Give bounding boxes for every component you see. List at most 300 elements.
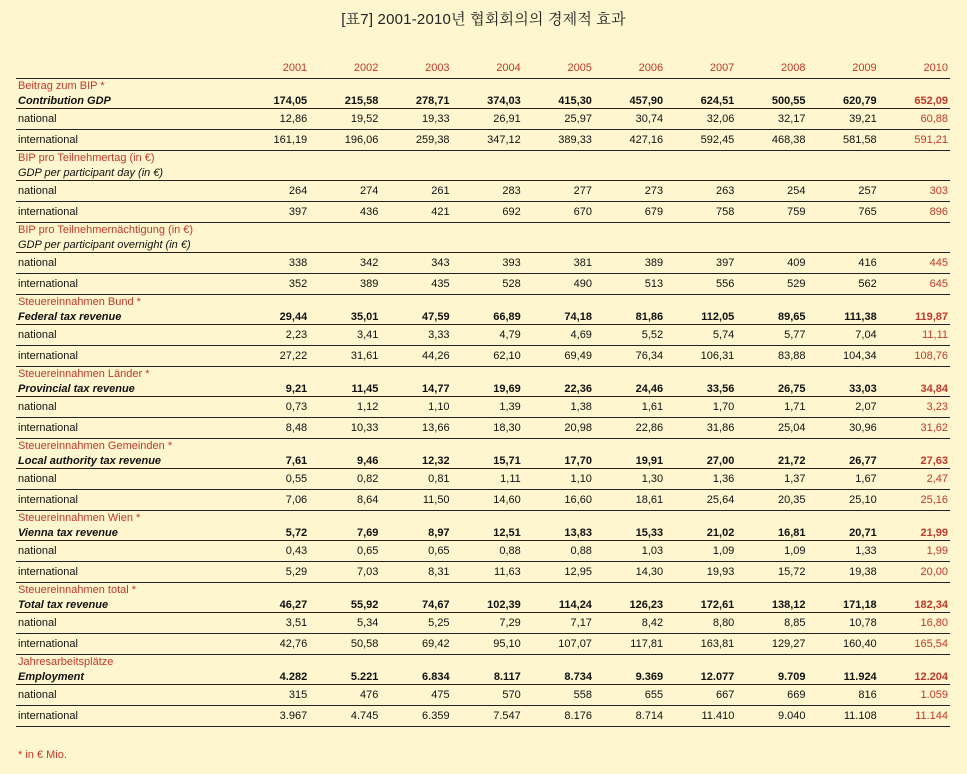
- value-cell: 259,38: [380, 130, 451, 151]
- section-title-en: Local authority tax revenue: [16, 453, 238, 469]
- total-cell: 16,81: [736, 525, 807, 541]
- total-cell: 9.709: [736, 669, 807, 685]
- value-cell: 6.359: [380, 706, 451, 727]
- value-cell: 0,82: [309, 469, 380, 490]
- total-cell: 13,83: [523, 525, 594, 541]
- section-title-de: Jahresarbeitsplätze: [18, 656, 114, 668]
- value-cell: 25,10: [808, 490, 879, 511]
- value-cell: 263: [665, 181, 736, 202]
- total-cell: [238, 165, 309, 181]
- total-cell: 138,12: [736, 597, 807, 613]
- value-cell: 31,86: [665, 418, 736, 439]
- total-cell: 8,97: [380, 525, 451, 541]
- value-cell: 670: [523, 202, 594, 223]
- section-header-row: [16, 223, 950, 238]
- value-cell: 765: [808, 202, 879, 223]
- total-cell: 15,71: [452, 453, 523, 469]
- value-cell: 1,30: [594, 469, 665, 490]
- header-blank: [16, 58, 238, 79]
- section-title-en: Total tax revenue: [16, 597, 238, 613]
- value-cell: 338: [238, 253, 309, 274]
- value-cell: 1,61: [594, 397, 665, 418]
- value-cell: 60,88: [879, 109, 950, 130]
- section-title-en: Contribution GDP: [16, 93, 238, 109]
- section-header-row: [16, 511, 950, 526]
- table-row: [16, 706, 950, 727]
- total-cell: [309, 237, 380, 253]
- value-cell: 25,64: [665, 490, 736, 511]
- total-cell: [594, 237, 665, 253]
- value-cell: 397: [238, 202, 309, 223]
- total-cell: [879, 237, 950, 253]
- value-cell: 9.040: [736, 706, 807, 727]
- value-cell: 165,54: [879, 634, 950, 655]
- total-cell: 21,99: [879, 525, 950, 541]
- section-total-row: [16, 669, 950, 685]
- section-total-row: [16, 597, 950, 613]
- value-cell: 12,86: [238, 109, 309, 130]
- value-cell: 11.108: [808, 706, 879, 727]
- value-cell: 562: [808, 274, 879, 295]
- value-cell: 352: [238, 274, 309, 295]
- value-cell: 25,04: [736, 418, 807, 439]
- value-cell: 76,34: [594, 346, 665, 367]
- value-cell: 816: [808, 685, 879, 706]
- row-label: international: [16, 130, 238, 151]
- total-cell: 12.204: [879, 669, 950, 685]
- value-cell: 31,62: [879, 418, 950, 439]
- year-header: 2009: [808, 58, 879, 79]
- value-cell: 7,06: [238, 490, 309, 511]
- value-cell: 347,12: [452, 130, 523, 151]
- total-cell: 74,18: [523, 309, 594, 325]
- value-cell: 3.967: [238, 706, 309, 727]
- value-cell: 315: [238, 685, 309, 706]
- table-row: [16, 397, 950, 418]
- total-cell: 7,69: [309, 525, 380, 541]
- table-row: [16, 613, 950, 634]
- value-cell: 1,09: [665, 541, 736, 562]
- value-cell: 19,33: [380, 109, 451, 130]
- table-row: [16, 469, 950, 490]
- value-cell: 669: [736, 685, 807, 706]
- value-cell: 409: [736, 253, 807, 274]
- value-cell: 10,78: [808, 613, 879, 634]
- row-label: national: [16, 253, 238, 274]
- total-cell: [523, 237, 594, 253]
- row-label: national: [16, 685, 238, 706]
- value-cell: 11,50: [380, 490, 451, 511]
- total-cell: 415,30: [523, 93, 594, 109]
- value-cell: 645: [879, 274, 950, 295]
- value-cell: 1,33: [808, 541, 879, 562]
- section-title-de: Steuereinnahmen Bund *: [18, 296, 141, 308]
- value-cell: 1,09: [736, 541, 807, 562]
- row-label: international: [16, 634, 238, 655]
- total-cell: 5.221: [309, 669, 380, 685]
- total-cell: 112,05: [665, 309, 736, 325]
- section-header-row: [16, 655, 950, 670]
- value-cell: 5,77: [736, 325, 807, 346]
- value-cell: 16,80: [879, 613, 950, 634]
- value-cell: 3,33: [380, 325, 451, 346]
- value-cell: 32,06: [665, 109, 736, 130]
- year-header: 2006: [594, 58, 665, 79]
- row-label: national: [16, 109, 238, 130]
- page-title: [표7] 2001-2010년 협회회의의 경제적 효과: [341, 11, 626, 28]
- value-cell: 0,65: [309, 541, 380, 562]
- year-header: 2007: [665, 58, 736, 79]
- value-cell: 591,21: [879, 130, 950, 151]
- value-cell: 445: [879, 253, 950, 274]
- table-row: [16, 130, 950, 151]
- value-cell: 0,43: [238, 541, 309, 562]
- total-cell: 126,23: [594, 597, 665, 613]
- value-cell: 7,04: [808, 325, 879, 346]
- value-cell: 31,61: [309, 346, 380, 367]
- total-cell: 624,51: [665, 93, 736, 109]
- total-cell: 55,92: [309, 597, 380, 613]
- value-cell: 5,29: [238, 562, 309, 583]
- value-cell: 69,49: [523, 346, 594, 367]
- section-total-row: [16, 453, 950, 469]
- value-cell: 264: [238, 181, 309, 202]
- value-cell: 8.176: [523, 706, 594, 727]
- total-cell: 35,01: [309, 309, 380, 325]
- value-cell: 163,81: [665, 634, 736, 655]
- value-cell: 8,80: [665, 613, 736, 634]
- total-cell: 171,18: [808, 597, 879, 613]
- value-cell: 0,88: [523, 541, 594, 562]
- value-cell: 1,11: [452, 469, 523, 490]
- section-title-de: BIP pro Teilnehmertag (in €): [18, 152, 155, 164]
- value-cell: 896: [879, 202, 950, 223]
- value-cell: 389: [309, 274, 380, 295]
- table-row: [16, 634, 950, 655]
- total-cell: 7,61: [238, 453, 309, 469]
- value-cell: 19,93: [665, 562, 736, 583]
- row-label: international: [16, 490, 238, 511]
- table-row: [16, 490, 950, 511]
- row-label: national: [16, 541, 238, 562]
- value-cell: 1,99: [879, 541, 950, 562]
- section-title-de: Steuereinnahmen total *: [18, 584, 137, 596]
- value-cell: 15,72: [736, 562, 807, 583]
- total-cell: 27,00: [665, 453, 736, 469]
- value-cell: 39,21: [808, 109, 879, 130]
- value-cell: 655: [594, 685, 665, 706]
- table-row: [16, 274, 950, 295]
- total-cell: 5,72: [238, 525, 309, 541]
- value-cell: 427,16: [594, 130, 665, 151]
- value-cell: 1,39: [452, 397, 523, 418]
- value-cell: 13,66: [380, 418, 451, 439]
- total-cell: [380, 165, 451, 181]
- row-label: national: [16, 613, 238, 634]
- total-cell: [452, 165, 523, 181]
- year-header: 2005: [523, 58, 594, 79]
- value-cell: 27,22: [238, 346, 309, 367]
- row-label: international: [16, 706, 238, 727]
- table-row: [16, 202, 950, 223]
- value-cell: 1,10: [380, 397, 451, 418]
- value-cell: 4.745: [309, 706, 380, 727]
- value-cell: 8,42: [594, 613, 665, 634]
- total-cell: 6.834: [380, 669, 451, 685]
- total-cell: 182,34: [879, 597, 950, 613]
- value-cell: 26,91: [452, 109, 523, 130]
- year-header: 2002: [309, 58, 380, 79]
- total-cell: 8.117: [452, 669, 523, 685]
- value-cell: 303: [879, 181, 950, 202]
- table-body: [16, 79, 950, 727]
- value-cell: 7,17: [523, 613, 594, 634]
- total-cell: [452, 237, 523, 253]
- section-title-de: Steuereinnahmen Wien *: [18, 512, 141, 524]
- value-cell: 692: [452, 202, 523, 223]
- value-cell: 8,85: [736, 613, 807, 634]
- value-cell: 95,10: [452, 634, 523, 655]
- value-cell: 19,52: [309, 109, 380, 130]
- value-cell: 435: [380, 274, 451, 295]
- value-cell: 421: [380, 202, 451, 223]
- total-cell: 89,65: [736, 309, 807, 325]
- economic-effects-table: [16, 58, 950, 727]
- value-cell: 11.410: [665, 706, 736, 727]
- row-label: national: [16, 181, 238, 202]
- value-cell: 25,97: [523, 109, 594, 130]
- section-title-en: GDP per participant day (in €): [16, 165, 238, 181]
- section-subtitle-row: [16, 237, 950, 253]
- row-label: international: [16, 562, 238, 583]
- total-cell: 374,03: [452, 93, 523, 109]
- value-cell: 1,71: [736, 397, 807, 418]
- value-cell: 7,03: [309, 562, 380, 583]
- year-header: 2010: [879, 58, 950, 79]
- value-cell: 14,30: [594, 562, 665, 583]
- value-cell: 18,61: [594, 490, 665, 511]
- value-cell: 1,12: [309, 397, 380, 418]
- total-cell: 22,36: [523, 381, 594, 397]
- total-cell: 66,89: [452, 309, 523, 325]
- total-cell: 46,27: [238, 597, 309, 613]
- value-cell: 5,25: [380, 613, 451, 634]
- value-cell: 104,34: [808, 346, 879, 367]
- total-cell: 24,46: [594, 381, 665, 397]
- value-cell: 42,76: [238, 634, 309, 655]
- value-cell: 556: [665, 274, 736, 295]
- total-cell: 4.282: [238, 669, 309, 685]
- value-cell: 1,67: [808, 469, 879, 490]
- table-row: [16, 541, 950, 562]
- section-title-de: Steuereinnahmen Länder *: [18, 368, 150, 380]
- value-cell: 381: [523, 253, 594, 274]
- section-total-row: [16, 309, 950, 325]
- total-cell: 15,33: [594, 525, 665, 541]
- section-header-row: [16, 367, 950, 382]
- total-cell: 215,58: [309, 93, 380, 109]
- row-label: national: [16, 397, 238, 418]
- value-cell: 468,38: [736, 130, 807, 151]
- total-cell: 19,91: [594, 453, 665, 469]
- total-cell: [736, 237, 807, 253]
- value-cell: 2,47: [879, 469, 950, 490]
- value-cell: 32,17: [736, 109, 807, 130]
- total-cell: 19,69: [452, 381, 523, 397]
- total-cell: 119,87: [879, 309, 950, 325]
- total-cell: 111,38: [808, 309, 879, 325]
- total-cell: 27,63: [879, 453, 950, 469]
- value-cell: 18,30: [452, 418, 523, 439]
- total-cell: 9,46: [309, 453, 380, 469]
- section-title-en: Federal tax revenue: [16, 309, 238, 325]
- value-cell: 343: [380, 253, 451, 274]
- value-cell: 108,76: [879, 346, 950, 367]
- value-cell: 4,79: [452, 325, 523, 346]
- total-cell: 47,59: [380, 309, 451, 325]
- year-header: 2003: [380, 58, 451, 79]
- total-cell: 26,77: [808, 453, 879, 469]
- total-cell: [665, 237, 736, 253]
- section-title-de: BIP pro Teilnehmernächtigung (in €): [18, 224, 194, 236]
- value-cell: 558: [523, 685, 594, 706]
- total-cell: 9,21: [238, 381, 309, 397]
- value-cell: 570: [452, 685, 523, 706]
- year-header: 2008: [736, 58, 807, 79]
- value-cell: 8,48: [238, 418, 309, 439]
- total-cell: [879, 165, 950, 181]
- value-cell: 106,31: [665, 346, 736, 367]
- value-cell: 11.144: [879, 706, 950, 727]
- total-cell: 652,09: [879, 93, 950, 109]
- value-cell: 50,58: [309, 634, 380, 655]
- total-cell: [736, 165, 807, 181]
- value-cell: 592,45: [665, 130, 736, 151]
- total-cell: 33,56: [665, 381, 736, 397]
- value-cell: 490: [523, 274, 594, 295]
- table-row: [16, 109, 950, 130]
- section-header-row: [16, 151, 950, 166]
- value-cell: 389,33: [523, 130, 594, 151]
- value-cell: 0,88: [452, 541, 523, 562]
- value-cell: 667: [665, 685, 736, 706]
- value-cell: 5,52: [594, 325, 665, 346]
- value-cell: 107,07: [523, 634, 594, 655]
- table-row: [16, 181, 950, 202]
- value-cell: 1.059: [879, 685, 950, 706]
- value-cell: 3,41: [309, 325, 380, 346]
- value-cell: 5,34: [309, 613, 380, 634]
- total-cell: [380, 237, 451, 253]
- value-cell: 389: [594, 253, 665, 274]
- value-cell: 7,29: [452, 613, 523, 634]
- value-cell: 20,98: [523, 418, 594, 439]
- total-cell: 12,32: [380, 453, 451, 469]
- value-cell: 2,07: [808, 397, 879, 418]
- total-cell: 500,55: [736, 93, 807, 109]
- value-cell: 11,63: [452, 562, 523, 583]
- value-cell: 273: [594, 181, 665, 202]
- value-cell: 529: [736, 274, 807, 295]
- value-cell: 0,81: [380, 469, 451, 490]
- value-cell: 10,33: [309, 418, 380, 439]
- total-cell: [309, 165, 380, 181]
- value-cell: 44,26: [380, 346, 451, 367]
- value-cell: 3,23: [879, 397, 950, 418]
- total-cell: [238, 237, 309, 253]
- value-cell: 397: [665, 253, 736, 274]
- total-cell: 114,24: [523, 597, 594, 613]
- value-cell: 0,65: [380, 541, 451, 562]
- value-cell: 19,38: [808, 562, 879, 583]
- table-row: [16, 685, 950, 706]
- total-cell: 29,44: [238, 309, 309, 325]
- year-header: 2004: [452, 58, 523, 79]
- value-cell: 160,40: [808, 634, 879, 655]
- footnote: * in € Mio.: [18, 749, 67, 761]
- total-cell: 620,79: [808, 93, 879, 109]
- table-row: [16, 253, 950, 274]
- row-label: international: [16, 202, 238, 223]
- value-cell: 83,88: [736, 346, 807, 367]
- total-cell: 33,03: [808, 381, 879, 397]
- value-cell: 129,27: [736, 634, 807, 655]
- total-cell: 14,77: [380, 381, 451, 397]
- value-cell: 196,06: [309, 130, 380, 151]
- value-cell: 14,60: [452, 490, 523, 511]
- total-cell: [594, 165, 665, 181]
- total-cell: [523, 165, 594, 181]
- value-cell: 12,95: [523, 562, 594, 583]
- value-cell: 1,38: [523, 397, 594, 418]
- total-cell: 81,86: [594, 309, 665, 325]
- value-cell: 117,81: [594, 634, 665, 655]
- value-cell: 436: [309, 202, 380, 223]
- total-cell: 12.077: [665, 669, 736, 685]
- value-cell: 30,74: [594, 109, 665, 130]
- value-cell: 2,23: [238, 325, 309, 346]
- value-cell: 342: [309, 253, 380, 274]
- section-header-row: [16, 583, 950, 598]
- total-cell: 11.924: [808, 669, 879, 685]
- value-cell: 1,36: [665, 469, 736, 490]
- section-title-de: Steuereinnahmen Gemeinden *: [18, 440, 173, 452]
- value-cell: 758: [665, 202, 736, 223]
- value-cell: 759: [736, 202, 807, 223]
- section-header-row: [16, 295, 950, 310]
- section-subtitle-row: [16, 165, 950, 181]
- section-total-row: [16, 381, 950, 397]
- value-cell: 8,31: [380, 562, 451, 583]
- value-cell: 274: [309, 181, 380, 202]
- section-header-row: [16, 439, 950, 454]
- total-cell: 20,71: [808, 525, 879, 541]
- value-cell: 22,86: [594, 418, 665, 439]
- table-row: [16, 562, 950, 583]
- value-cell: 416: [808, 253, 879, 274]
- table-row: [16, 346, 950, 367]
- value-cell: 513: [594, 274, 665, 295]
- row-label: national: [16, 325, 238, 346]
- value-cell: 62,10: [452, 346, 523, 367]
- total-cell: 457,90: [594, 93, 665, 109]
- section-total-row: [16, 525, 950, 541]
- value-cell: 161,19: [238, 130, 309, 151]
- row-label: national: [16, 469, 238, 490]
- total-cell: 172,61: [665, 597, 736, 613]
- value-cell: 0,73: [238, 397, 309, 418]
- value-cell: 476: [309, 685, 380, 706]
